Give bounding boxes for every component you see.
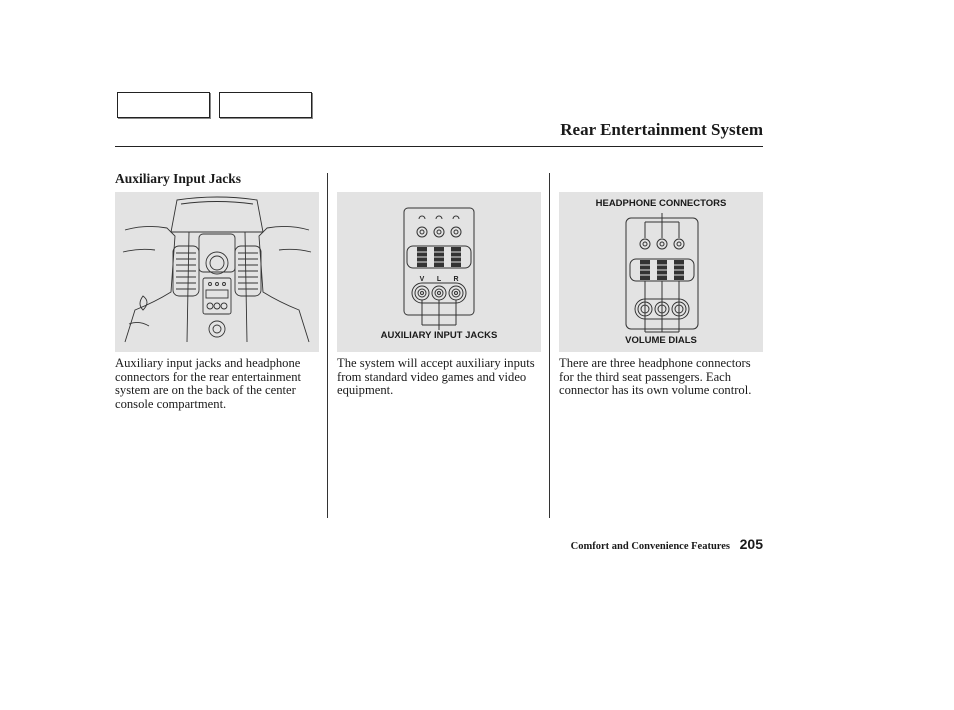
auxiliary-jack-panel-illustration [337, 192, 541, 352]
jack-label-r: R [453, 276, 459, 283]
center-console-illustration [115, 192, 319, 352]
column-divider [549, 173, 550, 518]
figure-caption-headphone-connectors: HEADPHONE CONNECTORS [595, 198, 727, 209]
paragraph: The system will accept auxiliary inputs from standard video games and video equipment. [337, 356, 535, 397]
page-title: Rear Entertainment System [560, 120, 763, 139]
header-rule [115, 146, 763, 147]
section-heading: Auxiliary Input Jacks [115, 171, 242, 186]
page-number: 205 [739, 536, 763, 552]
column-divider [327, 173, 328, 518]
column-2-text [337, 357, 535, 398]
column-1-text [115, 357, 319, 411]
jack-label-v: V [419, 276, 425, 283]
paragraph: Auxiliary input jacks and headphone connectors for the rear entertainment system are on the back of the center console compartment. [115, 356, 302, 411]
headphone-panel-illustration [559, 192, 763, 352]
footer-section-name: Comfort and Convenience Features [570, 541, 730, 552]
column-3-text [559, 357, 757, 398]
paragraph: There are three headphone connectors for the third seat passengers. Each connector has its own volume control. [559, 356, 752, 397]
figure-caption-volume-dials: VOLUME DIALS [625, 335, 697, 346]
figure-caption-auxiliary-jacks: AUXILIARY INPUT JACKS [380, 330, 498, 341]
jack-label-l: L [436, 276, 442, 283]
nav-tab-2[interactable] [219, 92, 312, 118]
nav-tab-1[interactable] [117, 92, 210, 118]
